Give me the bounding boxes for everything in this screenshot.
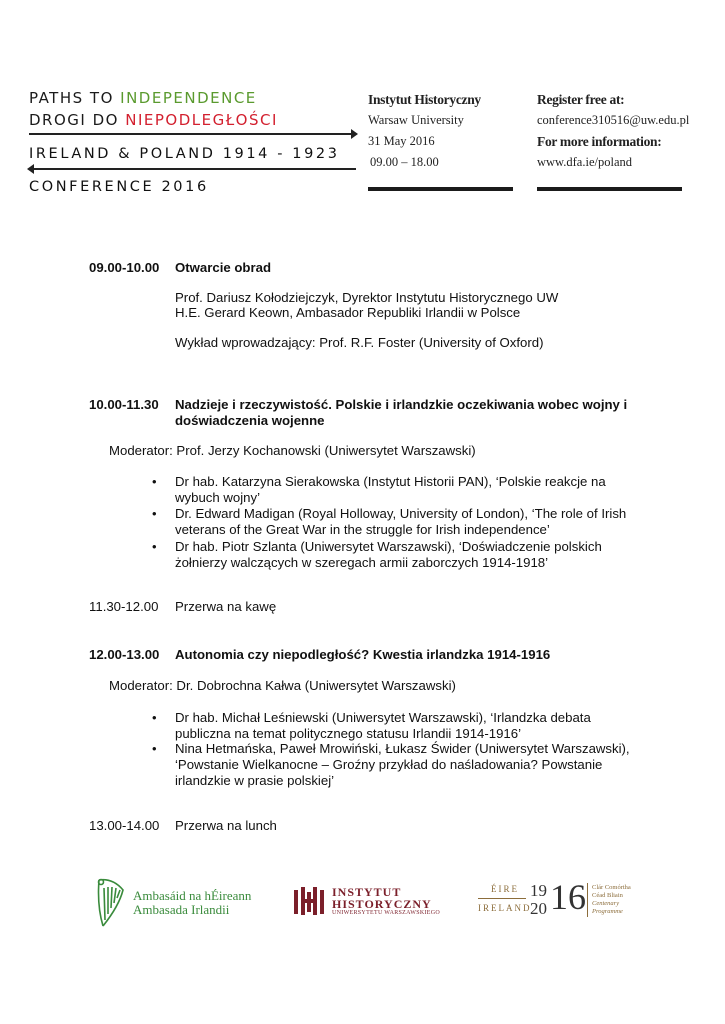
list-item-line: wybuch wojny’ xyxy=(175,490,261,505)
brand-line-1: PATHS TO INDEPENDENCE xyxy=(29,89,257,107)
centenary-text-4: Programme xyxy=(592,908,623,915)
list-item-line: veterans of the Great War in the struggle for Irish independence’ xyxy=(175,522,550,537)
break-1-time: 11.30-12.00 xyxy=(89,599,159,614)
venue-date: 31 May 2016 xyxy=(368,134,435,148)
centenary-text-1: Clár Comórtha xyxy=(592,884,631,891)
list-item-line: publiczna na temat politycznego statusu Irlandii 1914-1916’ xyxy=(175,726,522,741)
bullet: • xyxy=(152,506,157,521)
list-item-line: ‘Powstanie Wielkanocne – Groźny przykład do naśladowania? Powstanie xyxy=(175,757,603,772)
centenary-20: 20 xyxy=(530,899,547,918)
list-item-line: Dr hab. Katarzyna Sierakowska (Instytut Historii PAN), ‘Polskie reakcje na xyxy=(175,474,606,489)
centenary-ireland: IRELAND xyxy=(478,903,532,913)
bullet: • xyxy=(152,710,157,725)
harp-icon xyxy=(93,876,127,930)
venue-rule xyxy=(368,187,513,191)
bullet: • xyxy=(152,474,157,489)
session-3-moderator: Moderator: Dr. Dobrochna Kałwa (Uniwersytet Warszawski) xyxy=(109,678,456,693)
right-arrow-line xyxy=(29,133,356,135)
list-item-line: Dr. Edward Madigan (Royal Holloway, University of London), ‘The role of Irish xyxy=(175,506,627,521)
centenary-text-2: Céad Bliain xyxy=(592,892,623,899)
bullet: • xyxy=(152,539,157,554)
list-item-line: Nina Hetmańska, Paweł Mrowiński, Łukasz Świder (Uniwersytet Warszawski), xyxy=(175,741,630,756)
venue-place: Warsaw University xyxy=(368,113,464,127)
register-title: Register free at: xyxy=(537,92,625,107)
register-rule xyxy=(537,187,682,191)
centenary-eire: ÉIRE xyxy=(491,884,519,894)
session-1-title: Otwarcie obrad xyxy=(175,260,272,275)
session-1-line-2: H.E. Gerard Keown, Ambasador Republiki Irlandii w Polsce xyxy=(175,305,521,320)
session-2-time: 10.00-11.30 xyxy=(89,397,159,412)
session-3-title: Autonomia czy niepodległość? Kwestia irlandzka 1914-1916 xyxy=(175,647,551,662)
info-url-link[interactable]: www.dfa.ie/poland xyxy=(537,155,632,169)
session-3-time: 12.00-13.00 xyxy=(89,647,160,662)
institute-name-2: HISTORYCZNY xyxy=(332,897,432,911)
centenary-vertical-rule xyxy=(587,883,588,917)
session-1-line-3: Wykład wprowadzający: Prof. R.F. Foster (University of Oxford) xyxy=(175,335,544,350)
session-2-title-line-2: doświadczenia wojenne xyxy=(175,413,325,428)
list-item-line: irlandzkie w prasie polskiej’ xyxy=(175,773,335,788)
info-title: For more information: xyxy=(537,134,662,149)
left-arrow-line xyxy=(29,168,356,170)
list-item-line: Dr hab. Piotr Szlanta (Uniwersytet Warszawski), ‘Doświadczenie polskich xyxy=(175,539,602,554)
brand-line-4: CONFERENCE 2016 xyxy=(29,179,209,195)
bullet: • xyxy=(152,741,157,756)
register-email-link[interactable]: conference310516@uw.edu.pl xyxy=(537,113,690,127)
embassy-name-irish: Ambasáid na hÉireann xyxy=(133,888,252,903)
break-2-time: 13.00-14.00 xyxy=(89,818,160,833)
institute-name-1: INSTYTUT xyxy=(332,885,402,899)
institute-name-3: UNIWERSYTETU WARSZAWSKIEGO xyxy=(332,910,441,916)
institute-emblem-icon xyxy=(292,884,326,918)
centenary-16: 16 xyxy=(550,877,586,917)
brand-line-3: IRELAND & POLAND 1914 - 1923 xyxy=(29,146,340,162)
break-2-label: Przerwa na lunch xyxy=(175,818,277,833)
centenary-text xyxy=(592,884,631,916)
list-item-line: żołnierzy walczących w szeregach armii zaborczych 1914-1918’ xyxy=(175,555,549,570)
venue-title: Instytut Historyczny xyxy=(368,92,481,107)
session-1-line-1: Prof. Dariusz Kołodziejczyk, Dyrektor Instytutu Historycznego UW xyxy=(175,290,559,305)
session-1-time: 09.00-10.00 xyxy=(89,260,160,275)
centenary-19: 19 xyxy=(530,881,547,900)
brand-line-2: DROGI DO NIEPODLEGŁOŚCI xyxy=(29,111,278,129)
venue-time: 09.00 – 18.00 xyxy=(370,155,439,169)
centenary-divider xyxy=(478,898,526,899)
embassy-name-polish: Ambasada Irlandii xyxy=(133,902,230,917)
session-2-title-line-1: Nadzieje i rzeczywistość. Polskie i irlandzkie oczekiwania wobec wojny i xyxy=(175,397,628,412)
session-2-moderator: Moderator: Prof. Jerzy Kochanowski (Uniwersytet Warszawski) xyxy=(109,443,476,458)
centenary-text-3: Centenary xyxy=(592,900,620,907)
break-1-label: Przerwa na kawę xyxy=(175,599,277,614)
list-item-line: Dr hab. Michał Leśniewski (Uniwersytet Warszawski), ‘Irlandzka debata xyxy=(175,710,591,725)
